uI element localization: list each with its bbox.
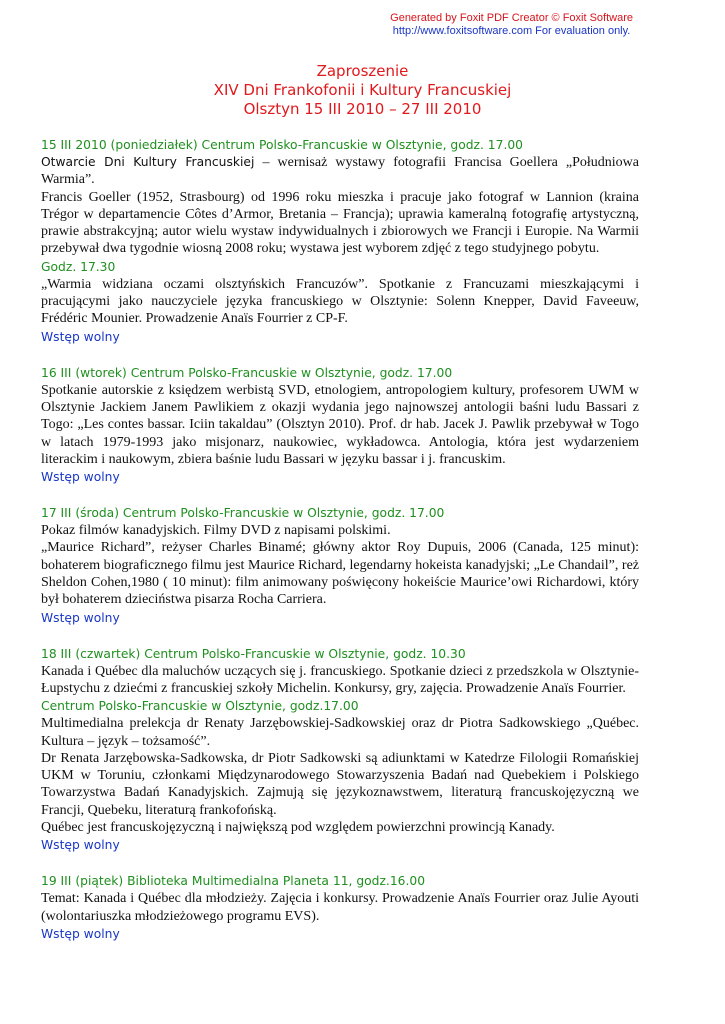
watermark-line: Generated by Foxit PDF Creator © Foxit Software <box>390 12 633 24</box>
paragraph: Francis Goeller (1952, Strasbourg) od 1996 roku mieszka i pracuje jako fotograf w Lannion (kraina Trégor w departamencie Côtes d’Armor, Bretania – Francja); uprawia kameralną fotografię artystyczną, prawie abstrakcyjną; autor wielu wystaw indywidualnych i zbiorowych we Francji i Europie. Na Warmii przebywał dwa tygodnie wiosną 2008 roku; wystawa jest wyborem zdjęć z tego studyjnego pobytu. <box>41 189 639 257</box>
day-18-section <box>41 645 639 855</box>
paragraph: Pokaz filmów kanadyjskich. Filmy DVD z napisami polskimi. <box>41 523 391 539</box>
paragraph: Spotkanie autorskie z księdzem werbistą SVD, etnologiem, antropologiem kultury, profesorem UWM w Olsztynie Jackiem Janem Pawlikiem z okazji wydania jego najnowszej antologii baśni ludu Bassari z Togo: „Les contes bassar. Iciin takaldau” (Olsztyn 2010). Prof. dr hab. Jacek J. Pawlik przebywał w Togo w latach 1979-1993 jako misjonarz, naukowiec, wykładowca. Antologia, która jest wydarzeniem literackim i naukowym, zbiera baśnie ludu Bassari w języku bassar i j. francuskim. <box>41 382 639 467</box>
pdf-watermark <box>390 12 633 38</box>
paragraph: „Maurice Richard”, reżyser Charles Binamé; główny aktor Roy Dupuis, 2006 (Canada, 125 minut): bohaterem biograficznego filmu jest Maurice Richard, legendarny hokeista kanadyjski; „Le Chandail”, reż Sheldon Cohen,1980 ( 10 minut): film animowany poświęcony hokeiście Maurice’owi Richardowi, który był bohaterem dzieciństwa pisarza Rocha Carriera. <box>41 540 639 608</box>
time-heading: Godz. 17.30 <box>41 259 116 274</box>
event-name: Otwarcie Dni Kultury Francuskiej <box>41 155 255 169</box>
venue-heading: Centrum Polsko-Francuskie w Olsztynie, godz.17.00 <box>41 699 359 714</box>
paragraph: „Warmia widziana oczami olsztyńskich Francuzów”. Spotkanie z Francuzami mieszkającymi i pracującymi jako nauczyciele języka francuskiego w Olsztynie: Solenn Knepper, David Faveeuw, Frédéric Mounier. Prowadzenie Anaïs Fourrier z CP-F. <box>41 276 639 327</box>
program-content <box>41 136 639 943</box>
day-17-section <box>41 504 639 626</box>
day-heading: 16 III (wtorek) Centrum Polsko-Francuskie w Olsztynie, godz. 17.00 <box>41 365 453 380</box>
free-entry-label: Wstęp wolny <box>41 610 120 625</box>
day-19-section <box>41 872 639 943</box>
title-invitation: Zaproszenie <box>316 62 409 80</box>
title-dates: Olsztyn 15 III 2010 – 27 III 2010 <box>243 100 482 118</box>
day-16-section <box>41 364 639 486</box>
free-entry-label: Wstęp wolny <box>41 838 120 853</box>
paragraph: Multimedialna prelekcja dr Renaty Jarzębowskiej-Sadkowskiej oraz dr Piotra Sadkowskiego „Québec. Kultura – język – tożsamość”. <box>41 716 639 749</box>
paragraph: Dr Renata Jarzębowska-Sadkowska, dr Piotr Sadkowski są adiunktami w Katedrze Filologii Romańskiej UKM w Toruniu, członkami Międzynarodowego Stowarzyszenia Badań nad Quebekiem i Polskiego Towarzystwa Badań Kanadyjskich. Zajmują się językoznawstwem, literaturą francuskojęzyczną we Francji, Quebeku, literaturą frankofońską. <box>41 750 639 818</box>
day-heading: 18 III (czwartek) Centrum Polsko-Francuskie w Olsztynie, godz. 10.30 <box>41 646 466 661</box>
title-event: XIV Dni Frankofonii i Kultury Francuskiej <box>213 81 512 99</box>
watermark-url: http://www.foxitsoftware.com For evaluation only. <box>392 25 631 37</box>
event-description: – wernisaż wystawy fotografii Francisa Goellera „Południowa Warmia”. <box>41 155 639 188</box>
day-heading: 17 III (środa) Centrum Polsko-Francuskie w Olsztynie, godz. 17.00 <box>41 506 445 521</box>
paragraph: Temat: Kanada i Québec dla młodzieży. Zajęcia i konkursy. Prowadzenie Anaïs Fourrier oraz Julie Ayouti (wolontariuszka młodzieżowego programu EVS). <box>41 891 639 924</box>
day-15-section <box>41 136 639 346</box>
free-entry-label: Wstęp wolny <box>41 470 120 485</box>
document-title <box>0 62 725 119</box>
paragraph: Kanada i Québec dla maluchów uczących się j. francuskiego. Spotkanie dzieci z przedszkola w Olsztynie-Łupstychu z dziećmi z francuskiej szkoły Michelin. Konkursy, gry, zajęcia. Prowadzenie Anaïs Fourrier. <box>41 663 639 696</box>
free-entry-label: Wstęp wolny <box>41 926 120 941</box>
day-heading: 15 III 2010 (poniedziałek) Centrum Polsko-Francuskie w Olsztynie, godz. 17.00 <box>41 138 524 152</box>
paragraph: Québec jest francuskojęzyczną i największą pod względem powierzchni prowincją Kanady. <box>41 820 555 836</box>
free-entry-label: Wstęp wolny <box>41 329 120 344</box>
day-heading: 19 III (piątek) Biblioteka Multimedialna Planeta 11, godz.16.00 <box>41 874 426 889</box>
paragraph <box>41 154 639 189</box>
